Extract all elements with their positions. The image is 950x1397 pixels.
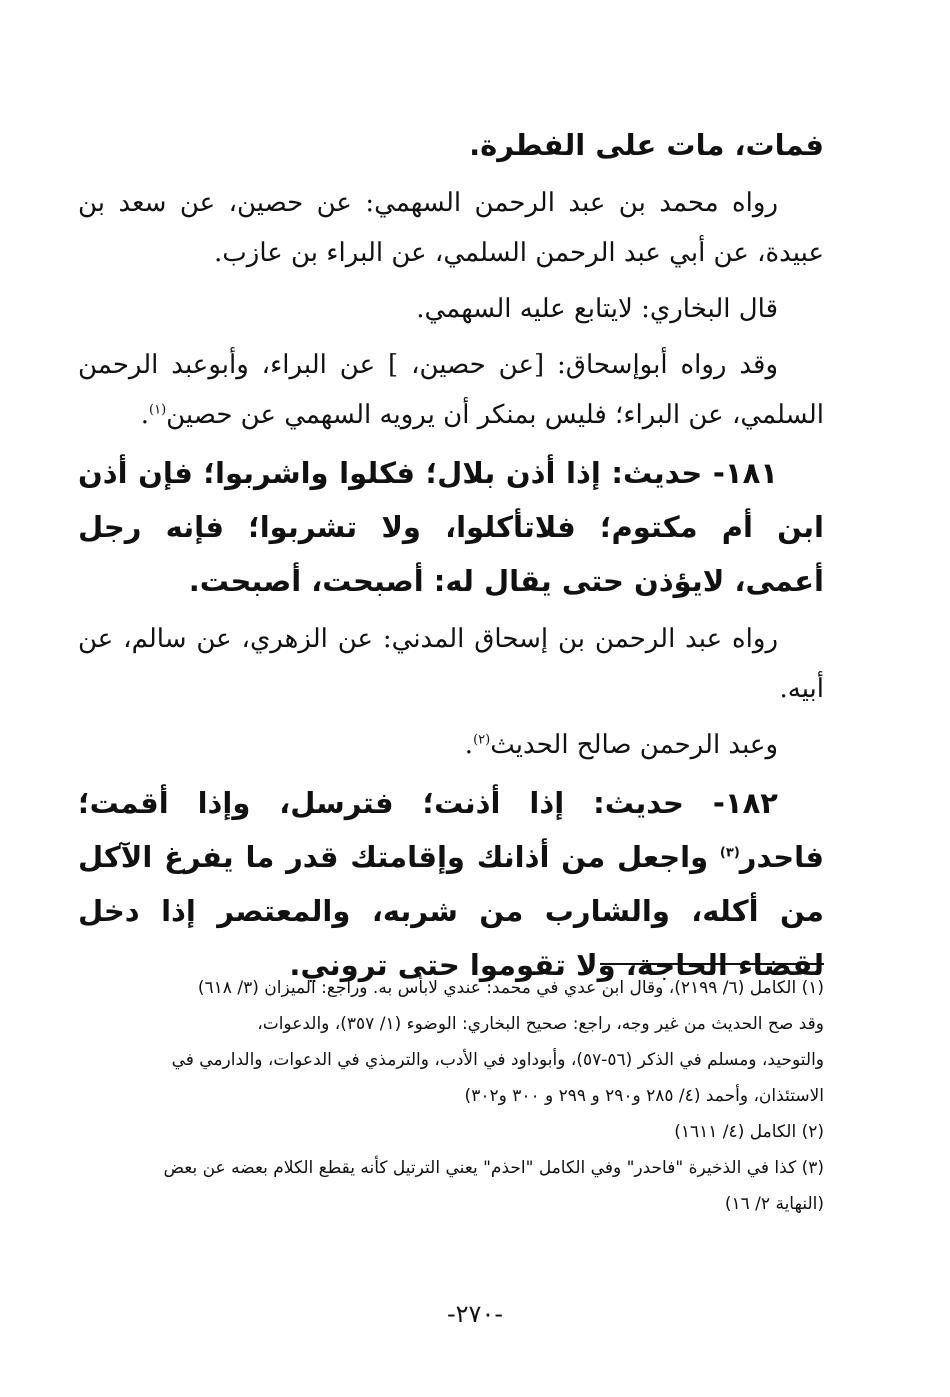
- footnote-2: (٢) الكامل (٤/ ١٦١١): [674, 1122, 824, 1142]
- footnote-1-line-1: (١) الكامل (٦/ ٢١٩٩)، وقال ابن عدي في محمد: عندي لابأس به. وراجع: الميزان (٣/ ٦١٨): [197, 978, 824, 998]
- hadith-181: ١٨١- حديث: إذا أذن بلال؛ فكلوا واشربوا؛ فإن أذن ابن أم مكتوم؛ فلاتأكلوا، ولا تشربوا؛ فإنه رجل أعمى، لايؤذن حتى يقال له: أصبحت، أصبحت.: [78, 456, 824, 598]
- abu-ishaq-text: وقد رواه أبوإسحاق: [عن حصين، ] عن البراء، وأبوعبد الرحمن السلمي، عن البراء؛ فليس بمنكر أن يرويه السهمي عن حصين: [78, 350, 824, 430]
- footnote-1-line-2: وقد صح الحديث من غير وجه، راجع: صحيح البخاري: الوضوء (١/ ٣٥٧)، والدعوات،: [257, 1014, 824, 1034]
- narration-zuhri: رواه عبد الرحمن بن إسحاق المدني: عن الزهري، عن سالم، عن أبيه.: [78, 624, 824, 704]
- hadith-182-start: ١٨٢- حديث: إذا أذنت؛ فترسل، وإذا أقمت؛ فاحدر: [78, 786, 824, 874]
- footnote-divider: [600, 963, 824, 965]
- narration-paragraph: رواه محمد بن عبد الرحمن السهمي: عن حصين، عن سعد بن عبيدة، عن أبي عبد الرحمن السلمي، عن البراء بن عازب.: [78, 188, 824, 268]
- footnotes-section: [78, 963, 824, 1225]
- footnote-3-line-1: (٣) كذا في الذخيرة "فاحدر" وفي الكامل "احذم" يعني الترتيل كأنه يقطع الكلام بعضه عن بعض: [163, 1158, 824, 1178]
- abu-ishaq-paragraph: [78, 340, 824, 440]
- page-number: -٢٧٠-: [446, 1300, 503, 1328]
- footnote-1-line-3: والتوحيد، ومسلم في الذكر (٥٦-٥٧)، وأبوداود في الأدب، والترمذي في الدعوات، والدارمي في: [171, 1050, 824, 1070]
- hadith-182: [78, 776, 824, 992]
- abu-ishaq-end: .: [140, 400, 149, 430]
- hadith-ending-line: فمات، مات على الفطرة.: [469, 128, 824, 162]
- abd-rahman-comment: [78, 720, 824, 770]
- footnote-ref-2: (٢): [473, 732, 491, 748]
- footnote-3-line-2: (النهاية ٢/ ١٦): [724, 1194, 824, 1214]
- main-text: [78, 118, 824, 998]
- abd-rahman-end: .: [464, 730, 474, 760]
- footnote-ref-1: (١): [149, 402, 167, 418]
- footnote-ref-3: (٣): [719, 845, 740, 861]
- abd-rahman-text: وعبد الرحمن صالح الحديث: [490, 730, 778, 760]
- bukhari-comment: قال البخاري: لايتابع عليه السهمي.: [416, 294, 778, 324]
- hadith-182-rest: واجعل من أذانك وإقامتك قدر ما يفرغ الآكل من أكله، والشارب من شربه، والمعتصر إذا دخل لقضاء الحاجة، ولا تقوموا حتى تروني.: [78, 840, 824, 982]
- footnote-1-line-4: الاستئذان، وأحمد (٤/ ٢٨٥ و٢٩٠ و ٢٩٩ و ٣٠٠ و٣٠٢): [464, 1086, 824, 1106]
